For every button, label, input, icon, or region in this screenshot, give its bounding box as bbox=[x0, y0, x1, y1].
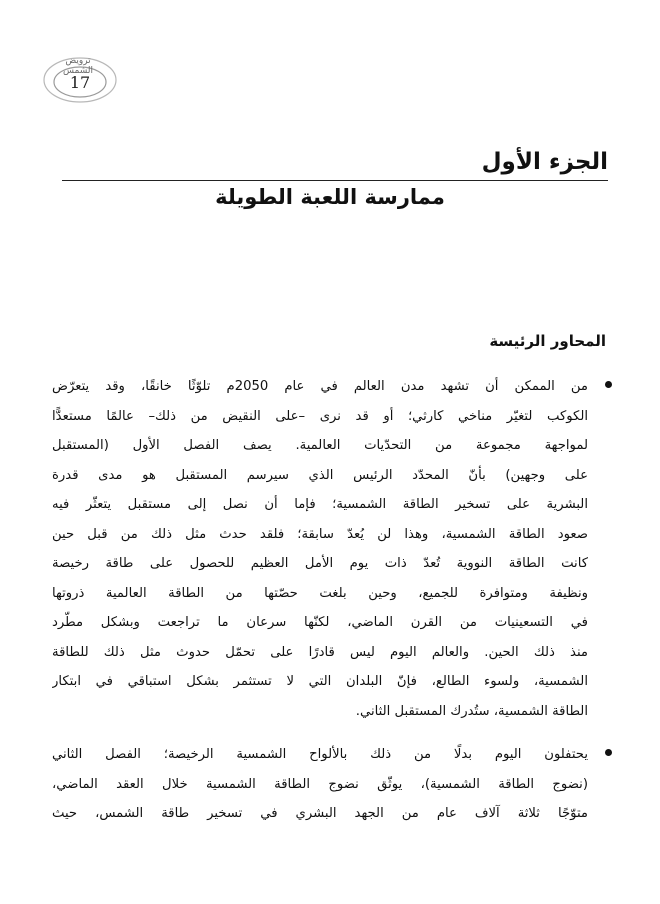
paragraph-line: (نضوج الطاقة الشمسية)، يوثّق نضوج الطاقة الشمسية خلال العقد الماضي، bbox=[52, 776, 588, 792]
bullet-item bbox=[52, 372, 618, 726]
page-number: 17 bbox=[69, 73, 91, 92]
paragraph-line: كانت الطاقة النووية تُعدّ ذات يوم الأمل العظيم للحصول على طاقة رخيصة bbox=[52, 556, 588, 571]
paragraph-line: لمواجهة مجموعة من التحدّيات العالمية. يصف الفصل الأول (المستقبل bbox=[52, 438, 588, 453]
paragraph-line: البشرية على تسخير الطاقة الشمسية؛ فإما أن نصل إلى مستقبل يتعثّر فيه bbox=[52, 497, 588, 512]
bullet-dot-icon bbox=[605, 749, 612, 756]
paragraph-line: يحتفلون اليوم بدلًا من ذلك بالألواح الشمسية الرخيصة؛ الفصل الثاني bbox=[52, 747, 588, 762]
section-title: المحاور الرئيسة bbox=[489, 332, 606, 350]
paragraph-line: صعود الطاقة الشمسية، وهذا لن يُعدّ سابقة؛ فلقد حدث مثل ذلك من قبل حين bbox=[52, 526, 588, 542]
paragraph-line: منذ ذلك الحين. والعالم اليوم ليس قادرًا على تحمّل حدوث مثل ذلك للطاقة bbox=[52, 644, 588, 660]
bullet-dot-icon bbox=[605, 381, 612, 388]
part-title: الجزء الأول bbox=[481, 149, 608, 175]
paragraph-line: من الممكن أن تشهد مدن العالم في عام 2050م تلوّثًا خانقًا، وقد يتعرّض bbox=[52, 379, 588, 394]
paragraph-line: الشمسية، ولسوء الطالع، فإنّ البلدان التي لا تستثمر بشكل استباقي في ابتكار bbox=[52, 674, 588, 689]
paragraph-line: الطاقة الشمسية، ستُدرك المستقبل الثاني. bbox=[355, 703, 588, 719]
paragraph-line: متوّجًا ثلاثة آلاف عام من الجهد البشري في تسخير طاقة الشمس، حيث bbox=[52, 806, 588, 821]
paragraph-line: الكوكب لتغيّر مناخي كارثي؛ أو قد نرى –على النقيض من ذلك– عالمًا مستعدًّا bbox=[52, 408, 588, 424]
paragraph-line: في التسعينيات من القرن الماضي، لكنّها سرعان ما تراجعت وبشكل مطّرد bbox=[52, 615, 588, 630]
book-title-label: ترويض الشمس bbox=[63, 56, 93, 76]
part-title-underline bbox=[62, 180, 608, 181]
key-points-list bbox=[52, 372, 618, 843]
bullet-item bbox=[52, 740, 618, 829]
chapter-title: ممارسة اللعبة الطويلة bbox=[215, 185, 445, 209]
page-number-badge bbox=[40, 50, 122, 106]
paragraph-line: ونظيفة ومتوافرة للجميع، وحين بلغت حصّتها من الطاقة العالمية ذروتها bbox=[52, 585, 588, 601]
paragraph-line: على وجهين) بأنّ المحدّد الرئيس الذي سيرسم المستقبل هو مدى قدرة bbox=[52, 467, 588, 483]
